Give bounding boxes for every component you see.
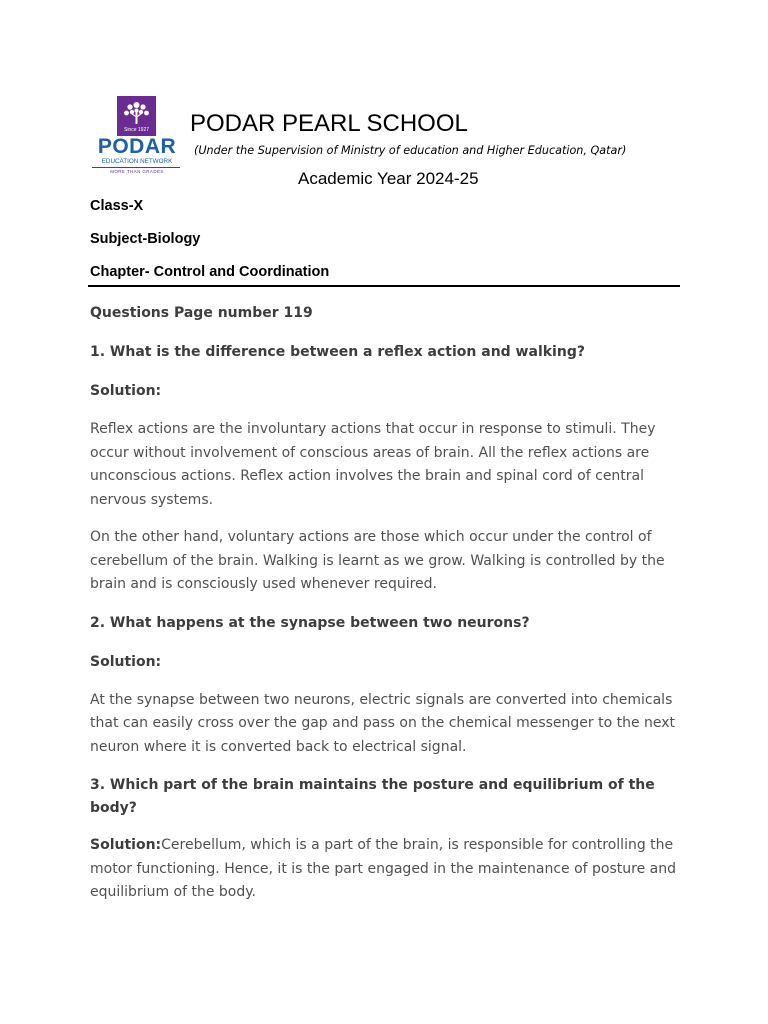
chapter-label: Chapter- Control and Coordination: [90, 264, 330, 280]
logo-divider: [92, 167, 180, 168]
podar-logo: [88, 96, 184, 180]
answer-3-text: Cerebellum, which is a part of the brain, is responsible for controlling the motor functioning. Hence, it is the part engaged in the maintenance of posture and equilibrium of the body.: [90, 837, 676, 900]
header-divider: [88, 285, 680, 287]
subject-label: Subject-Biology: [90, 231, 201, 247]
answer-1-paragraph-2: On the other hand, voluntary actions are those which occur under the control of cerebellum of the brain. Walking is learnt as we grow. Walking is controlled by the brain and is consciously used whenever required.: [90, 529, 665, 592]
question-1: 1. What is the difference between a reflex action and walking?: [90, 344, 585, 360]
question-3: 3. Which part of the brain maintains the posture and equilibrium of the body?: [90, 777, 655, 816]
questions-content: [90, 302, 690, 905]
logo-since-text: Since 1927: [123, 127, 150, 133]
logo-tagline: MORE THAN GRADES: [110, 169, 164, 174]
solution-label-3: Solution:: [90, 837, 162, 853]
academic-year: Academic Year 2024-25: [298, 169, 479, 188]
school-name: PODAR PEARL SCHOOL: [190, 110, 468, 137]
tree-icon: [117, 96, 156, 136]
answer-2-paragraph-1: At the synapse between two neurons, electric signals are converted into chemicals that can easily cross over the gap and pass on the chemical messenger to the next neuron where it is converted back to electrical signal.: [90, 691, 676, 755]
solution-label-2: Solution:: [90, 653, 162, 670]
logo-network-text: EDUCATION NETWORK: [101, 158, 173, 165]
supervision-note: (Under the Supervision of Ministry of education and Higher Education, Qatar): [194, 144, 627, 157]
class-label: Class-X: [90, 198, 144, 214]
answer-1-paragraph-1: Reflex actions are the involuntary actions that occur in response to stimuli. They occur without involvement of conscious areas of brain. All the reflex actions are unconscious actions. Reflex action involves the brain and spinal cord of central nervous systems.: [90, 421, 656, 508]
logo-wordmark: PODAR: [97, 135, 177, 158]
solution-label-1: Solution:: [90, 383, 162, 399]
answer-3-paragraph: [90, 834, 690, 905]
page-heading: Questions Page number 119: [90, 305, 313, 321]
question-2: 2. What happens at the synapse between two neurons?: [90, 614, 530, 631]
